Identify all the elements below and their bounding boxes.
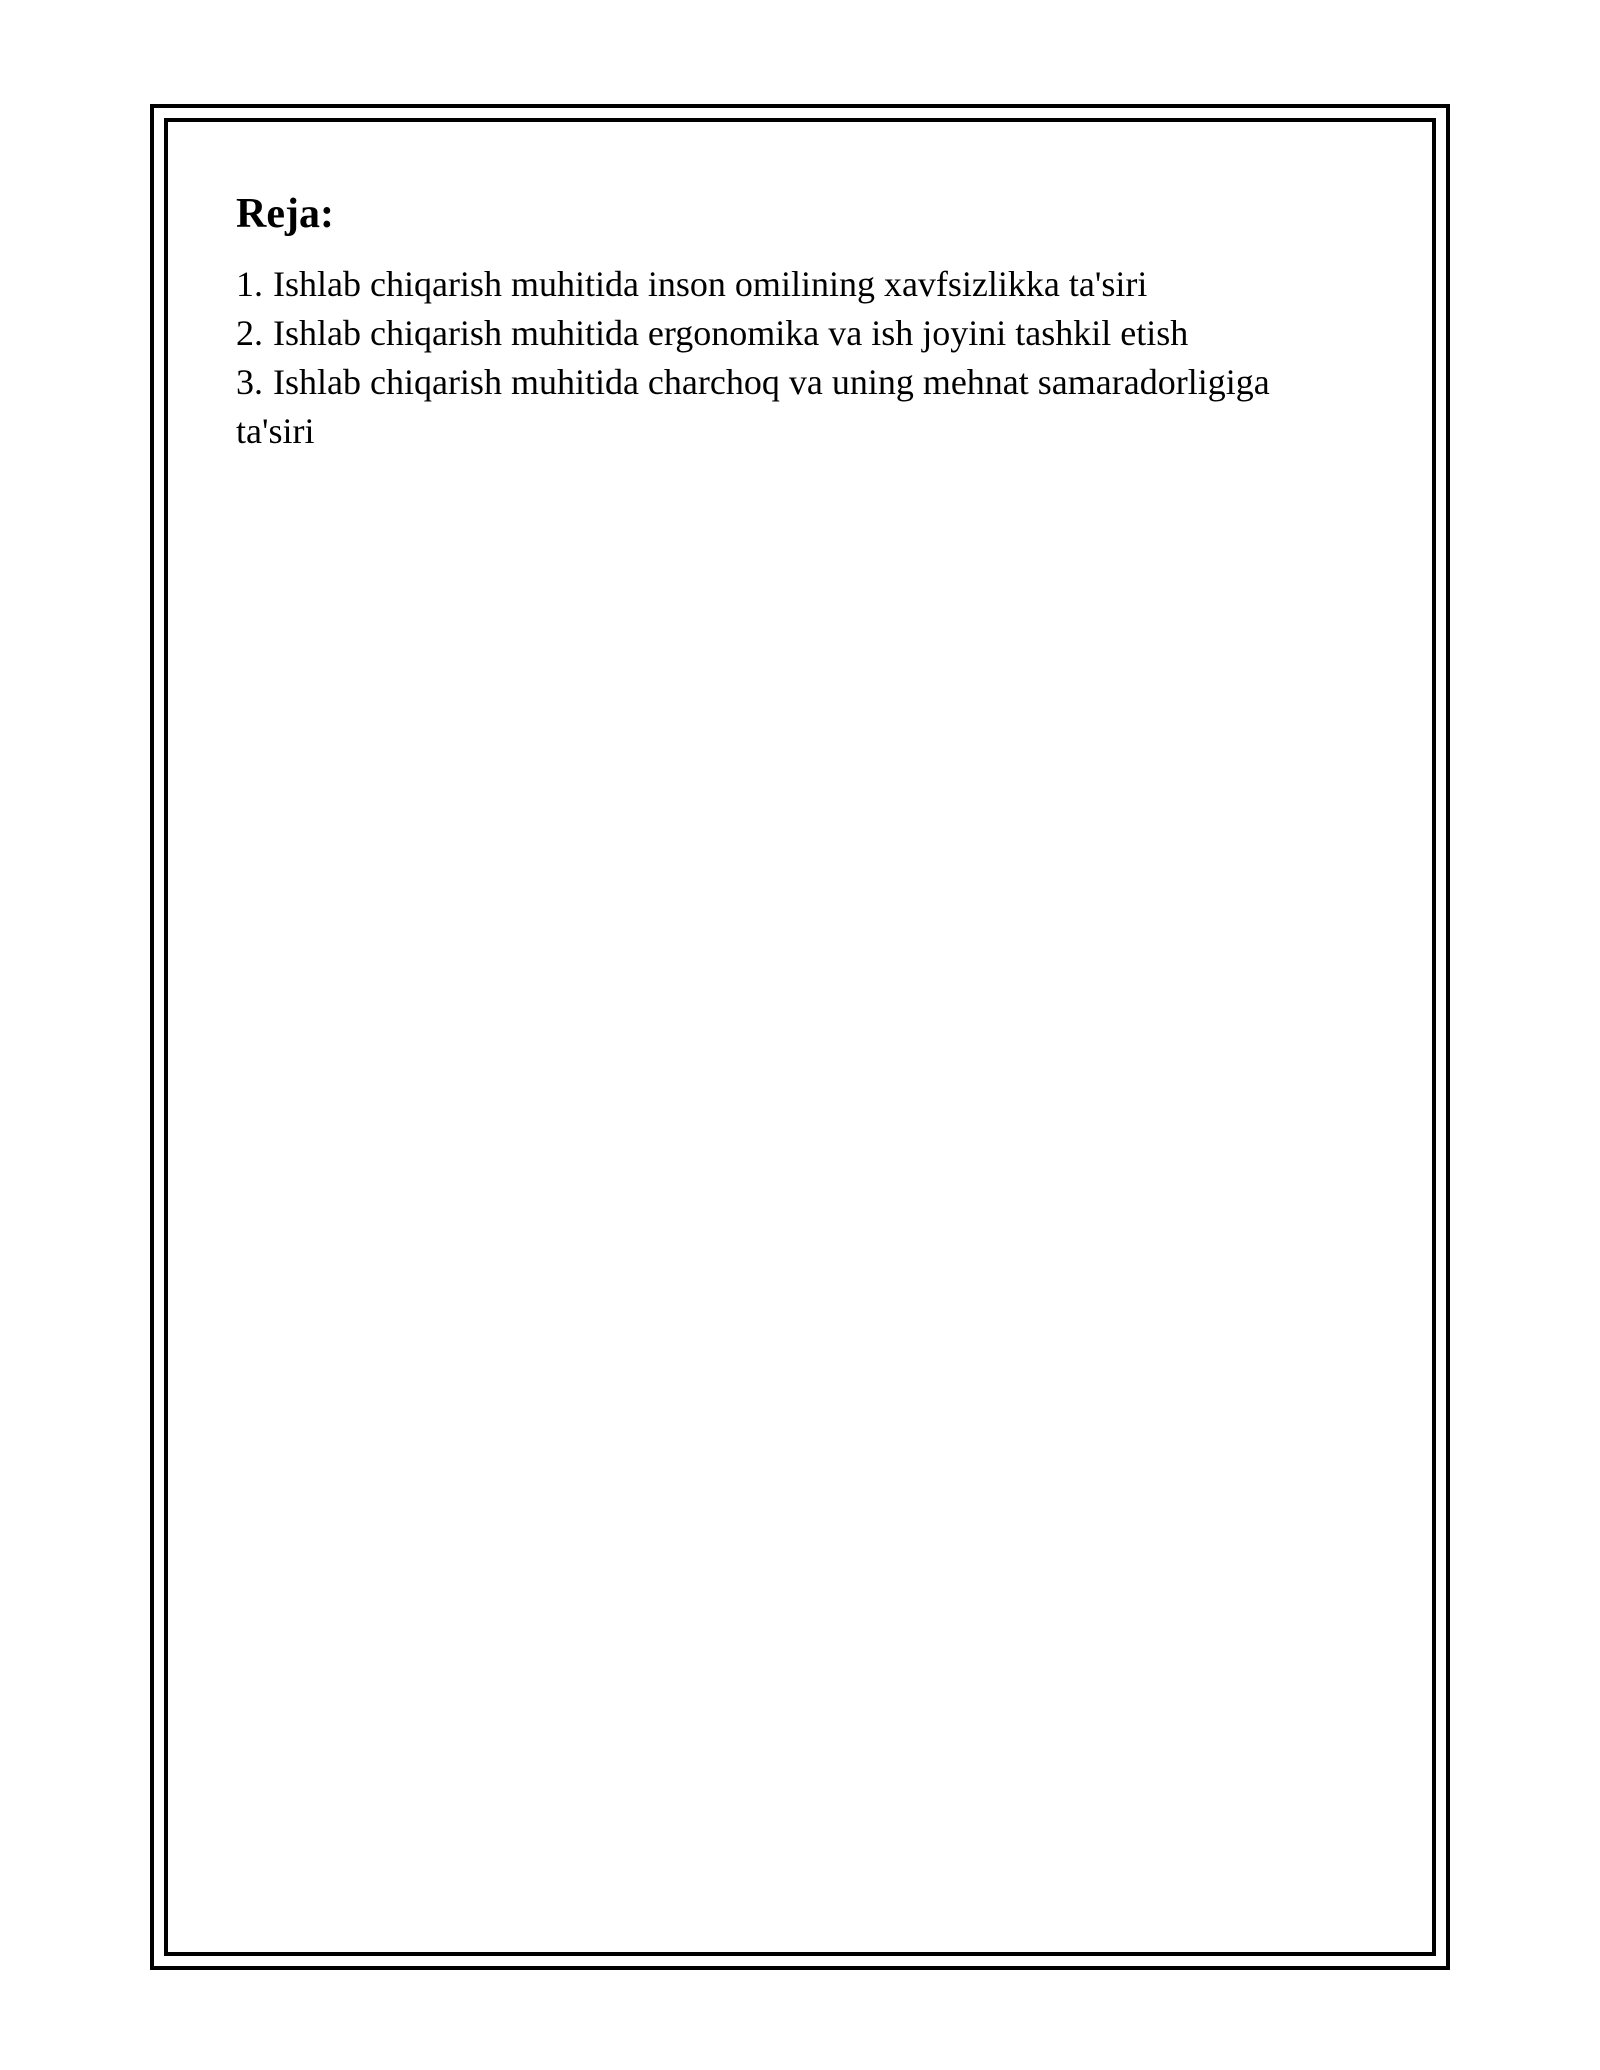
plan-item-text: Ishlab chiqarish muhitida charchoq va uning mehnat samaradorligiga ta'siri bbox=[236, 362, 1270, 451]
plan-item-1 bbox=[236, 260, 1336, 309]
plan-item-text: Ishlab chiqarish muhitida inson omilining xavfsizlikka ta'siri bbox=[273, 264, 1148, 304]
plan-item-number: 3. bbox=[236, 362, 263, 402]
plan-item-number: 1. bbox=[236, 264, 263, 304]
plan-item-3 bbox=[236, 358, 1336, 456]
plan-item-text: Ishlab chiqarish muhitida ergonomika va ish joyini tashkil etish bbox=[273, 313, 1189, 353]
plan-item-2 bbox=[236, 309, 1336, 358]
plan-list bbox=[236, 260, 1336, 456]
plan-item-number: 2. bbox=[236, 313, 263, 353]
plan-heading: Reja: bbox=[236, 191, 334, 237]
document-content bbox=[236, 186, 1336, 456]
